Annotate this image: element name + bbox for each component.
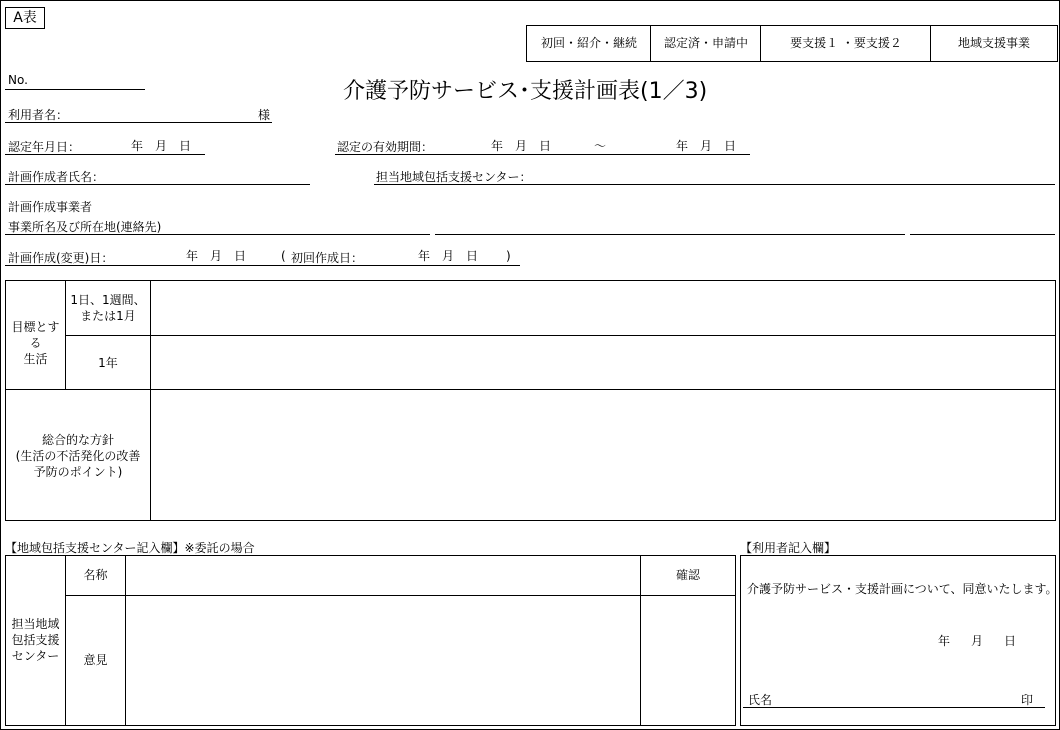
no-label: No. — [8, 73, 28, 87]
valid-period-label: 認定の有効期間： — [337, 140, 434, 154]
center-side-label — [6, 616, 65, 664]
center-confirm-label: 確認 — [675, 568, 700, 582]
provider-address-label: 事業所名及び所在地(連絡先) — [8, 220, 162, 234]
valid-to: 年 月 日 — [676, 139, 737, 153]
policy-line3: 予防のポイント) — [33, 465, 123, 479]
center-divider-2 — [125, 555, 126, 725]
center-confirm-input[interactable] — [642, 597, 734, 724]
goal-period-year-label: 1年 — [98, 356, 118, 370]
provider-label: 計画作成事業者 — [8, 200, 93, 214]
user-name-field[interactable] — [5, 122, 272, 123]
policy-line2: (生活の不活発化の改善 — [15, 449, 141, 463]
valid-from: 年 月 日 — [491, 139, 552, 153]
provider-field-1[interactable] — [5, 234, 430, 235]
goal-life-label — [6, 319, 65, 367]
center-field[interactable] — [374, 184, 1055, 185]
plan-date-label: 計画作成(変更)日： — [8, 251, 114, 265]
center-opinion-input[interactable] — [127, 597, 639, 724]
form-tag: A表 — [5, 7, 45, 29]
no-field[interactable] — [5, 89, 145, 90]
center-name-input[interactable] — [127, 556, 639, 595]
page-title: 介護予防サービス･支援計画表(1／3) — [343, 79, 708, 104]
provider-field-3[interactable] — [910, 234, 1055, 235]
cert-date-label: 認定年月日： — [8, 140, 81, 154]
first-date-label: 初回作成日： — [291, 251, 364, 265]
goal-short-input[interactable] — [152, 281, 1054, 335]
center-opinion-label: 意見 — [83, 653, 108, 667]
cert-date-value: 年 月 日 — [131, 139, 192, 153]
center-section-header: 【地域包括支援センター記入欄】※委託の場合 — [5, 541, 255, 555]
consent-year: 年 — [938, 634, 951, 648]
consent-signature-field[interactable] — [743, 707, 1045, 708]
policy-line1: 総合的な方針 — [41, 433, 114, 447]
center-side-line3: センター — [11, 649, 60, 663]
user-section-header: 【利用者記入欄】 — [740, 541, 837, 555]
planner-name-label: 計画作成者氏名： — [8, 170, 105, 184]
center-side-line1: 担当地域 — [11, 617, 60, 631]
planner-name-field[interactable] — [5, 184, 310, 185]
first-date-value: 年 月 日 — [418, 249, 479, 263]
center-side-line2: 包括支援 — [11, 633, 60, 647]
category-certified[interactable]: 認定済・申請中 — [650, 25, 761, 62]
goal-year-input[interactable] — [152, 336, 1054, 389]
center-name-label: 名称 — [83, 568, 108, 582]
goal-period-short-line2: または1月 — [80, 309, 136, 323]
provider-field-2[interactable] — [435, 234, 905, 235]
category-support-level[interactable]: 要支援１ ・要支援２ — [760, 25, 931, 62]
policy-label — [6, 432, 150, 480]
valid-tilde: ～ — [594, 139, 607, 153]
plan-date-value: 年 月 日 — [186, 249, 247, 263]
user-name-suffix: 様 — [258, 108, 271, 122]
center-row-divider — [65, 595, 735, 596]
cert-date-field[interactable] — [5, 154, 205, 155]
consent-name-label: 氏名 — [748, 693, 773, 707]
goal-life-line2: 生活 — [23, 352, 48, 366]
first-date-close: ) — [506, 249, 511, 263]
goals-divider-main — [150, 280, 151, 520]
goal-period-short-line1: 1日、1週間、 — [70, 293, 146, 307]
first-date-open: ( — [281, 249, 286, 263]
center-label: 担当地域包括支援センター： — [376, 170, 532, 184]
category-community[interactable]: 地域支援事業 — [930, 25, 1058, 62]
consent-day: 日 — [1004, 634, 1017, 648]
valid-period-field[interactable] — [335, 154, 750, 155]
goal-period-short-label — [66, 292, 150, 324]
consent-month: 月 — [971, 634, 984, 648]
consent-seal: 印 — [1021, 693, 1034, 707]
category-initial[interactable]: 初回・紹介・継続 — [526, 25, 651, 62]
consent-text: 介護予防サービス・支援計画について、同意いたします。 — [747, 582, 1058, 596]
policy-input[interactable] — [152, 390, 1054, 519]
plan-date-field[interactable] — [5, 265, 520, 266]
user-name-label: 利用者名： — [8, 108, 69, 122]
goal-life-line1: 目標とする — [11, 320, 60, 350]
